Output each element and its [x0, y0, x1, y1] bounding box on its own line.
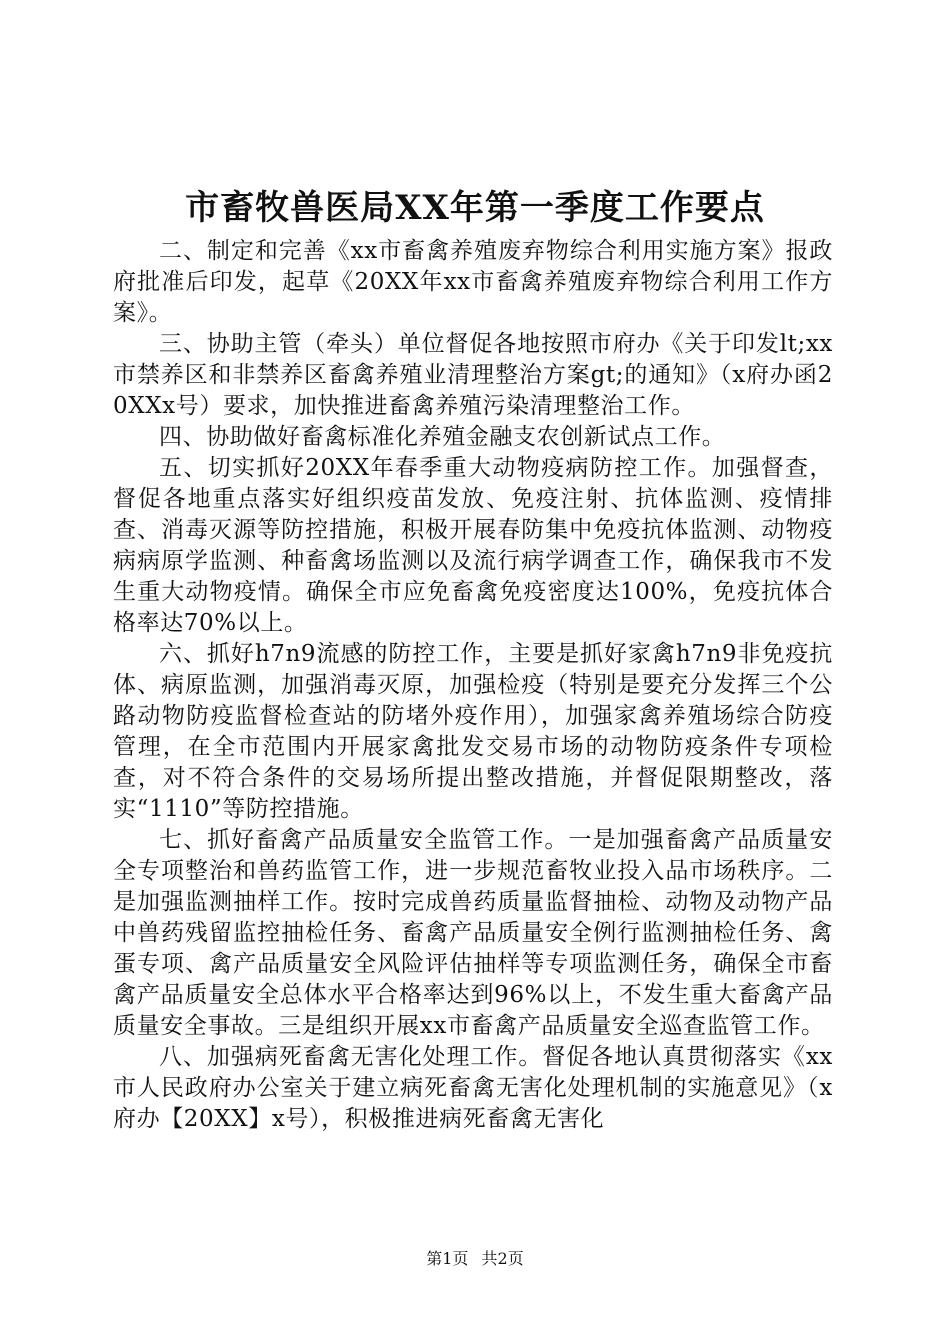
page-footer: [0, 1248, 950, 1270]
page-number: 第1页: [426, 1249, 469, 1268]
document-body: [113, 236, 833, 1135]
page-total: 共2页: [481, 1249, 524, 1268]
paragraph-4: 四、协助做好畜禽标准化养殖金融支农创新试点工作。: [159, 424, 726, 450]
paragraph-2: 二、制定和完善《xx市畜禽养殖废弃物综合利用实施方案》报政府批准后印发，起草《20XX年xx市畜禽养殖废弃物综合利用工作方案》。: [113, 238, 833, 326]
paragraph-6: 六、抓好h7n9流感的防控工作，主要是抓好家禽h7n9非免疫抗体、病原监测，加强消毒灭原，加强检疫（特别是要充分发挥三个公路动物防疫监督检查站的防堵外疫作用），加强家禽养殖场综合防疫管理，在全市范围内开展家禽批发交易市场的动物防疫条件专项检查，对不符合条件的交易场所提出整改措施，并督促限期整改，落实“1110”等防控措施。: [113, 641, 833, 822]
paragraph-7: 七、抓好畜禽产品质量安全监管工作。一是加强畜禽产品质量安全专项整治和兽药监管工作，进一步规范畜牧业投入品市场秩序。二是加强监测抽样工作。按时完成兽药质量监督抽检、动物及动物产品中兽药残留监控抽检任务、畜禽产品质量安全例行监测抽检任务、禽蛋专项、禽产品质量安全风险评估抽样等专项监测任务，确保全市畜禽产品质量安全总体水平合格率达到96%以上，不发生重大畜禽产品质量安全事故。三是组织开展xx市畜禽产品质量安全巡查监管工作。: [113, 827, 833, 1039]
document-title: 市畜牧兽医局XX年第一季度工作要点: [185, 188, 765, 228]
paragraph-3: 三、协助主管（牵头）单位督促各地按照市府办《关于印发lt;xx市禁养区和非禁养区畜禽养殖业清理整治方案gt;的通知》（x府办函20XXx号）要求，加快推进畜禽养殖污染清理整治工作。: [113, 331, 833, 419]
paragraph-8: 八、加强病死畜禽无害化处理工作。督促各地认真贯彻落实《xx市人民政府办公室关于建立病死畜禽无害化处理机制的实施意见》（x府办【20XX】x号），积极推进病死畜禽无害化: [113, 1044, 833, 1132]
paragraph-5: 五、切实抓好20XX年春季重大动物疫病防控工作。加强督查，督促各地重点落实好组织疫苗发放、免疫注射、抗体监测、疫情排查、消毒灭源等防控措施，积极开展春防集中免疫抗体监测、动物疫病病原学监测、种畜禽场监测以及流行病学调查工作，确保我市不发生重大动物疫情。确保全市应免畜禽免疫密度达100%，免疫抗体合格率达70%以上。: [113, 455, 833, 636]
